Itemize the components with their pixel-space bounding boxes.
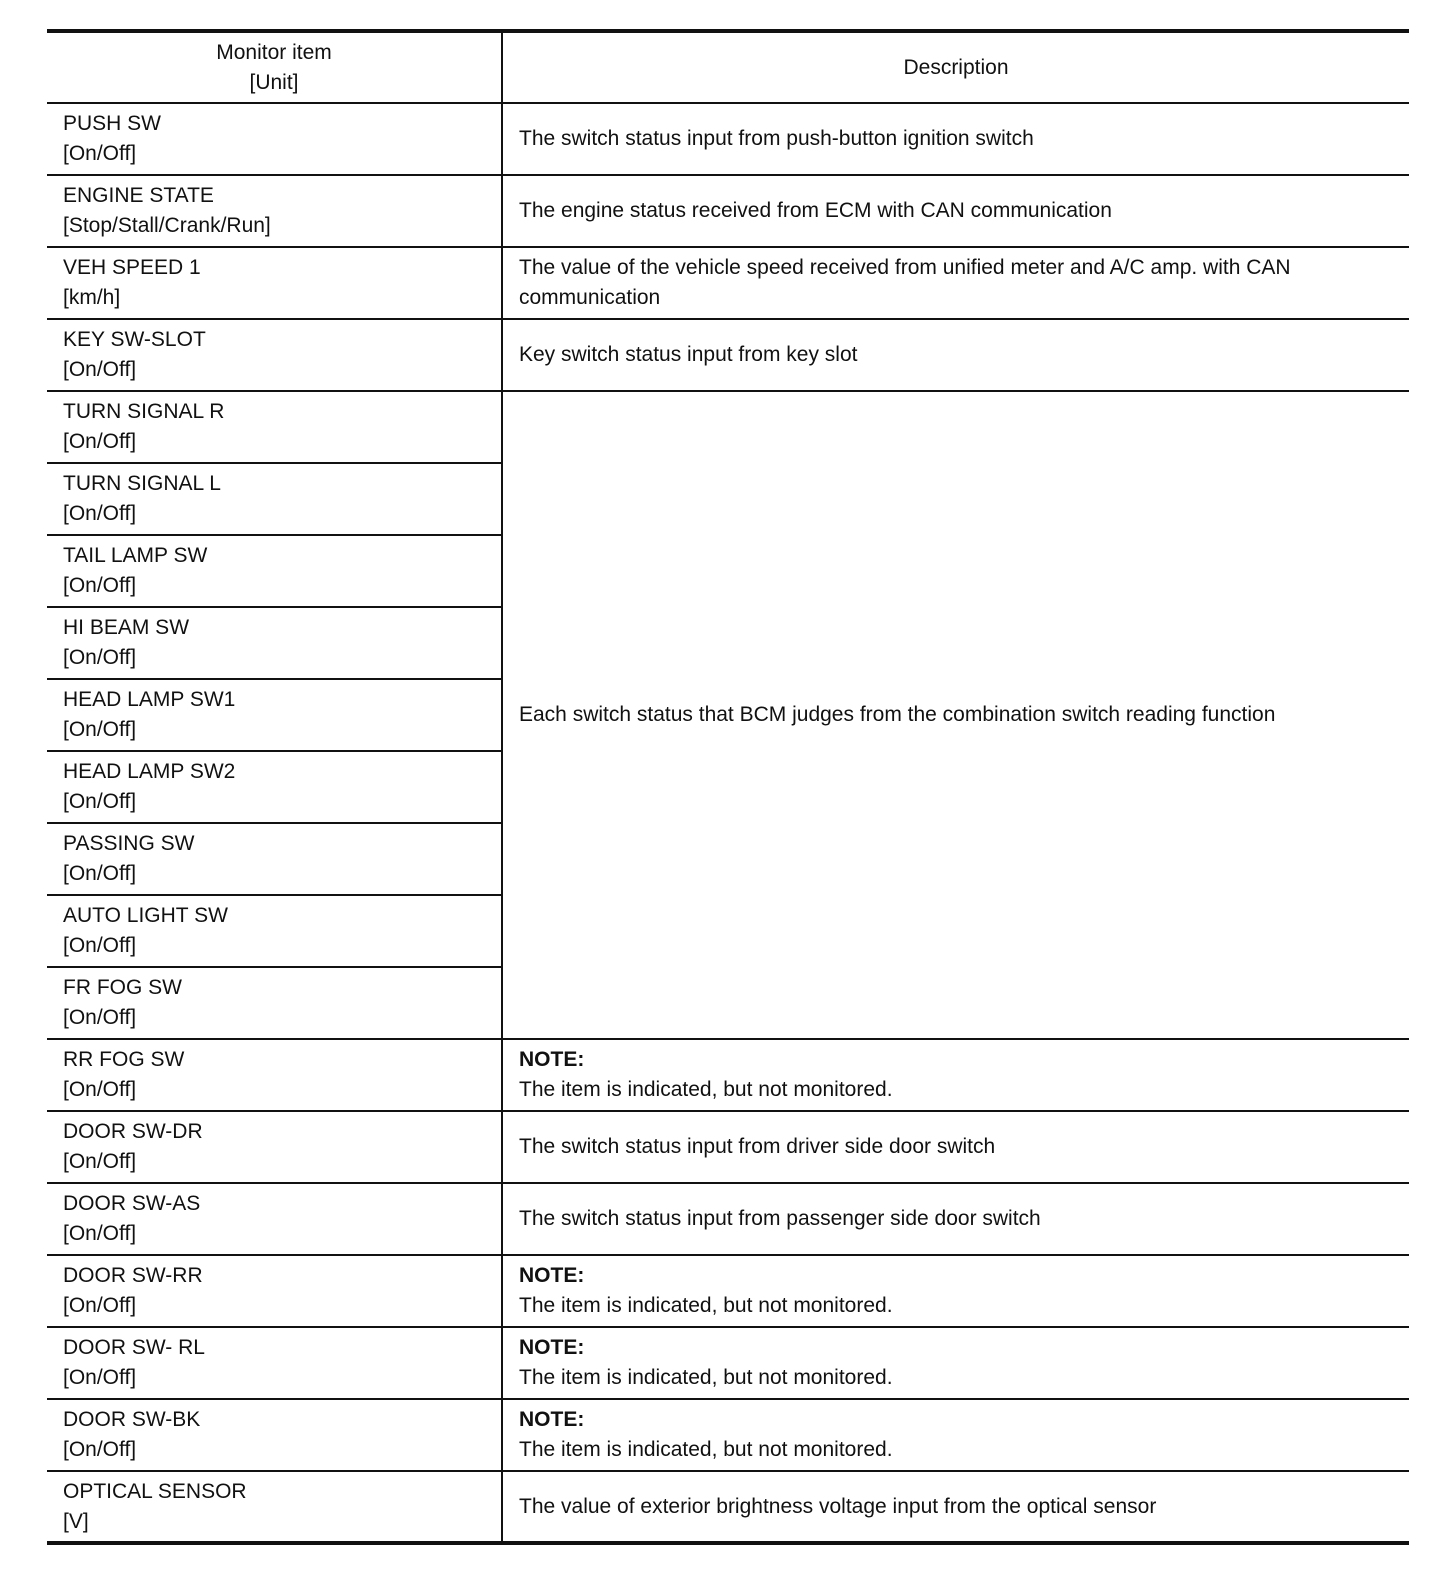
table-row <box>47 103 1409 175</box>
item-unit: [On/Off] <box>63 862 137 885</box>
table-row <box>47 175 1409 247</box>
item-name: TURN SIGNAL R <box>63 400 225 423</box>
monitor-item-cell <box>47 1255 502 1327</box>
description-cell: The switch status input from push-button ignition switch <box>502 103 1409 175</box>
table-row <box>47 1471 1409 1543</box>
monitor-item-cell <box>47 463 502 535</box>
item-name: HEAD LAMP SW1 <box>63 688 236 711</box>
table-row <box>47 1183 1409 1255</box>
monitor-item-cell <box>47 607 502 679</box>
item-unit: [Stop/Stall/Crank/Run] <box>63 214 271 237</box>
monitor-item-cell <box>47 103 502 175</box>
item-unit: [On/Off] <box>63 430 137 453</box>
item-name: KEY SW-SLOT <box>63 328 206 351</box>
monitor-item-cell <box>47 1111 502 1183</box>
item-unit: [On/Off] <box>63 1366 137 1389</box>
table-row <box>47 1111 1409 1183</box>
table-row <box>47 1255 1409 1327</box>
description-cell: The switch status input from driver side door switch <box>502 1111 1409 1183</box>
item-name: VEH SPEED 1 <box>63 256 201 279</box>
item-unit: [On/Off] <box>63 1294 137 1317</box>
description-cell: The value of exterior brightness voltage input from the optical sensor <box>502 1471 1409 1543</box>
item-unit: [On/Off] <box>63 1078 137 1101</box>
monitor-item-cell <box>47 391 502 463</box>
description-cell: The engine status received from ECM with CAN communication <box>502 175 1409 247</box>
table-row <box>47 1327 1409 1399</box>
note-cell <box>502 1255 1409 1327</box>
note-cell <box>502 1399 1409 1471</box>
monitor-item-cell <box>47 535 502 607</box>
item-unit: [On/Off] <box>63 1150 137 1173</box>
item-name: RR FOG SW <box>63 1048 185 1071</box>
monitor-item-cell <box>47 175 502 247</box>
monitor-item-cell <box>47 1399 502 1471</box>
monitor-item-cell <box>47 1183 502 1255</box>
item-name: PUSH SW <box>63 112 162 135</box>
monitor-item-cell <box>47 895 502 967</box>
item-name: DOOR SW-BK <box>63 1408 201 1431</box>
table-row <box>47 391 1409 463</box>
table-row <box>47 319 1409 391</box>
item-unit: [On/Off] <box>63 502 137 525</box>
note-label: NOTE: <box>519 1336 585 1359</box>
note-text: The item is indicated, but not monitored. <box>519 1294 893 1317</box>
item-unit: [On/Off] <box>63 358 137 381</box>
item-name: DOOR SW-AS <box>63 1192 201 1215</box>
note-label: NOTE: <box>519 1408 585 1431</box>
note-label: NOTE: <box>519 1264 585 1287</box>
item-name: HEAD LAMP SW2 <box>63 760 236 783</box>
monitor-item-table <box>47 29 1409 1545</box>
table-row <box>47 1039 1409 1111</box>
table-row <box>47 1399 1409 1471</box>
item-name: DOOR SW-DR <box>63 1120 203 1143</box>
item-name: DOOR SW- RL <box>63 1336 205 1359</box>
description-column-header: Description <box>502 31 1409 103</box>
item-name: FR FOG SW <box>63 976 182 999</box>
item-unit: [On/Off] <box>63 574 137 597</box>
item-unit: [On/Off] <box>63 790 137 813</box>
note-cell <box>502 1327 1409 1399</box>
item-name: AUTO LIGHT SW <box>63 904 228 927</box>
table-header-row <box>47 31 1409 103</box>
item-name: OPTICAL SENSOR <box>63 1479 247 1503</box>
monitor-item-cell <box>47 247 502 319</box>
monitor-item-cell <box>47 1039 502 1111</box>
item-name: ENGINE STATE <box>63 184 214 207</box>
combination-switch-description-cell: Each switch status that BCM judges from the combination switch reading function <box>502 391 1409 1039</box>
monitor-item-cell <box>47 679 502 751</box>
item-name: PASSING SW <box>63 832 195 855</box>
note-text: The item is indicated, but not monitored. <box>519 1366 893 1389</box>
item-name: DOOR SW-RR <box>63 1264 203 1287</box>
item-unit: [On/Off] <box>63 142 137 165</box>
item-unit: [V] <box>63 1509 89 1533</box>
monitor-item-cell <box>47 751 502 823</box>
note-text: The item is indicated, but not monitored. <box>519 1438 893 1461</box>
monitor-item-cell <box>47 319 502 391</box>
item-unit: [km/h] <box>63 286 121 309</box>
note-text: The item is indicated, but not monitored. <box>519 1078 893 1101</box>
monitor-item-cell <box>47 823 502 895</box>
table-row <box>47 247 1409 319</box>
note-cell <box>502 1039 1409 1111</box>
note-label: NOTE: <box>519 1048 585 1071</box>
monitor-item-cell <box>47 1471 502 1543</box>
item-unit: [On/Off] <box>63 1222 137 1245</box>
item-name: HI BEAM SW <box>63 616 190 639</box>
item-unit: [On/Off] <box>63 718 137 741</box>
item-unit: [On/Off] <box>63 934 137 957</box>
description-cell: Key switch status input from key slot <box>502 319 1409 391</box>
item-name: TURN SIGNAL L <box>63 472 221 495</box>
item-unit: [On/Off] <box>63 1006 137 1029</box>
monitor-item-cell <box>47 967 502 1039</box>
item-unit: [On/Off] <box>63 1438 137 1461</box>
item-unit: [On/Off] <box>63 646 137 669</box>
description-cell: The switch status input from passenger side door switch <box>502 1183 1409 1255</box>
monitor-item-cell <box>47 1327 502 1399</box>
description-cell: The value of the vehicle speed received from unified meter and A/C amp. with CAN communication <box>502 247 1409 319</box>
item-name: TAIL LAMP SW <box>63 544 208 567</box>
monitor-item-column-header: Monitor item [Unit] <box>47 31 502 103</box>
